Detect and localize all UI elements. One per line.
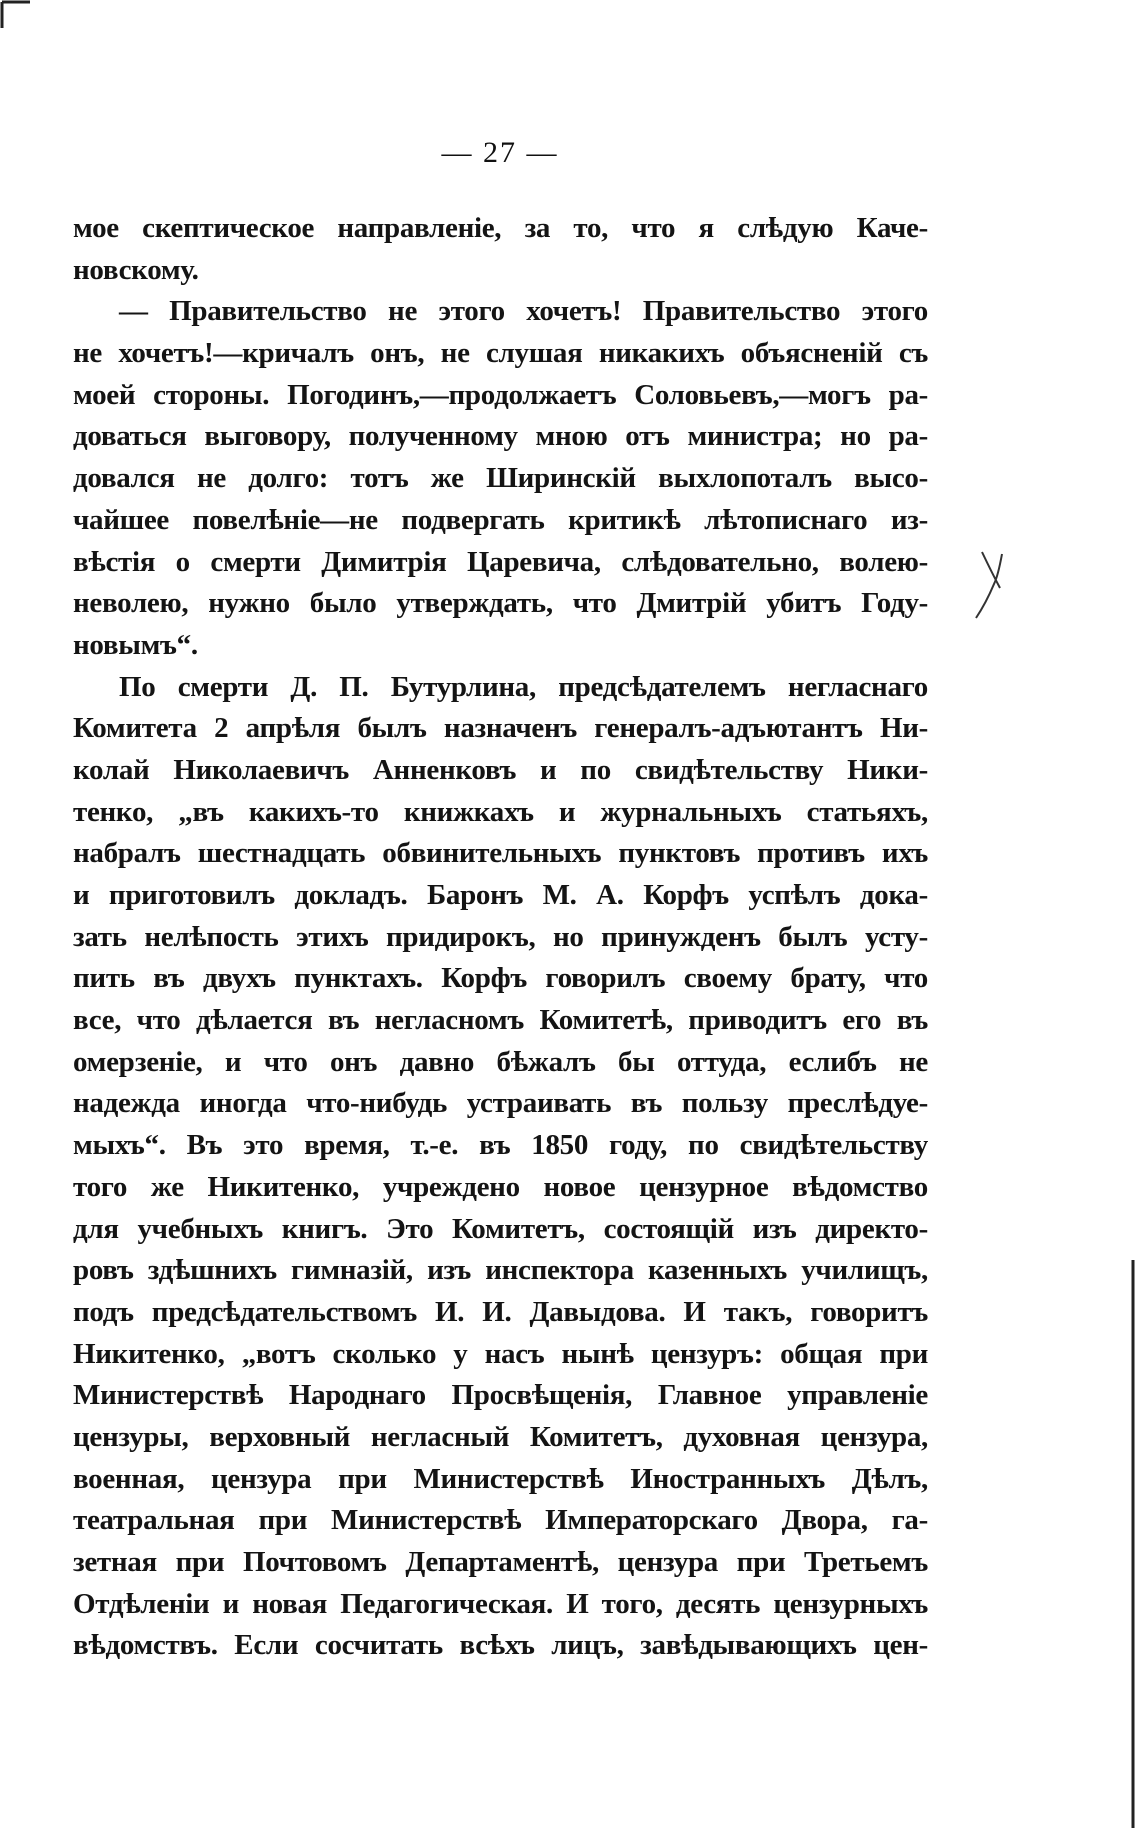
text-line: подъ предсѣдательствомъ И. И. Давыдова. И такъ, говоритъ: [73, 1295, 928, 1328]
text-line: — Правительство не этого хочетъ! Правительство этого: [119, 295, 928, 328]
text-line: Никитенко, „вотъ сколько у насъ нынѣ цензуръ: общая при: [73, 1337, 928, 1370]
text-line: пить въ двухъ пунктахъ. Корфъ говорилъ своему брату, что: [73, 962, 928, 995]
text-line: цензуры, верховный негласный Комитетъ, духовная цензура,: [73, 1420, 928, 1453]
text-line: все, что дѣлается въ негласномъ Комитетѣ, приводитъ его въ: [73, 1004, 928, 1037]
page-number: — 27 —: [441, 136, 559, 169]
text-line: мое скептическое направленіе, за то, что я слѣдую Каче-: [73, 212, 928, 244]
text-line: и приготовилъ докладъ. Баронъ М. А. Корфъ успѣлъ дока-: [73, 879, 928, 911]
text-line: моей стороны. Погодинъ,—продолжаетъ Соловьевъ,—могъ ра-: [73, 378, 928, 411]
text-line: новскому.: [73, 253, 199, 286]
text-line: зать нелѣпость этихъ придирокъ, но принужденъ былъ усту-: [73, 920, 928, 953]
text-line: вѣдомствъ. Если сосчитать всѣхъ лицъ, завѣдывающихъ цен-: [73, 1629, 928, 1662]
text-body: [73, 208, 928, 1667]
text-line: новымъ“.: [73, 628, 198, 661]
text-line: мыхъ“. Въ это время, т.-е. въ 1850 году, по свидѣтельству: [73, 1129, 928, 1162]
text-line: надежда иногда что-нибудь устраивать въ пользу преслѣдуе-: [73, 1087, 928, 1120]
text-line: для учебныхъ книгъ. Это Комитетъ, состоящій изъ директо-: [73, 1212, 928, 1245]
text-line: неволею, нужно было утверждать, что Дмитрій убитъ Году-: [73, 587, 928, 620]
text-line: По смерти Д. П. Бутурлина, предсѣдателемъ негласнаго: [119, 670, 928, 703]
text-line: театральная при Министерствѣ Императорскаго Двора, га-: [73, 1504, 928, 1537]
text-line: набралъ шестнадцать обвинительныхъ пунктовъ противъ ихъ: [73, 837, 928, 870]
page-edge-line: [1128, 1260, 1138, 1828]
text-line: не хочетъ!—кричалъ онъ, не слушая никакихъ объясненій съ: [73, 337, 928, 370]
text-line: омерзеніе, и что онъ давно бѣжалъ бы оттуда, еслибъ не: [73, 1045, 928, 1078]
text-line: Министерствѣ Народнаго Просвѣщенія, Главное управленіе: [73, 1379, 928, 1412]
text-line: ровъ здѣшнихъ гимназій, изъ инспектора казенныхъ училищъ,: [73, 1254, 928, 1287]
text-line: чайшее повелѣніе—не подвергать критикѣ лѣтописнаго из-: [73, 503, 928, 536]
margin-pencil-mark: [970, 548, 1020, 623]
text-line: военная, цензура при Министерствѣ Иностранныхъ Дѣлъ,: [73, 1462, 928, 1495]
text-line: Отдѣленіи и новая Педагогическая. И того, десять цензурныхъ: [73, 1587, 928, 1620]
text-line: колай Николаевичъ Анненковъ и по свидѣтельству Ники-: [73, 753, 928, 786]
text-line: того же Никитенко, учреждено новое цензурное вѣдомство: [73, 1170, 928, 1203]
text-line: зетная при Почтовомъ Департаментѣ, цензура при Третьемъ: [73, 1546, 928, 1578]
text-line: вѣстія о смерти Димитрія Царевича, слѣдовательно, волею-: [73, 545, 928, 578]
text-line: доваться выговору, полученному мною отъ министра; но ра-: [73, 420, 928, 453]
text-line: тенко, „въ какихъ-то книжкахъ и журнальныхъ статьяхъ,: [73, 795, 928, 828]
text-line: Комитета 2 апрѣля былъ назначенъ генералъ-адъютантъ Ни-: [73, 712, 928, 745]
text-line: довался не долго: тотъ же Ширинскій выхлопоталъ высо-: [73, 462, 928, 495]
corner-scan-mark: [0, 0, 40, 40]
